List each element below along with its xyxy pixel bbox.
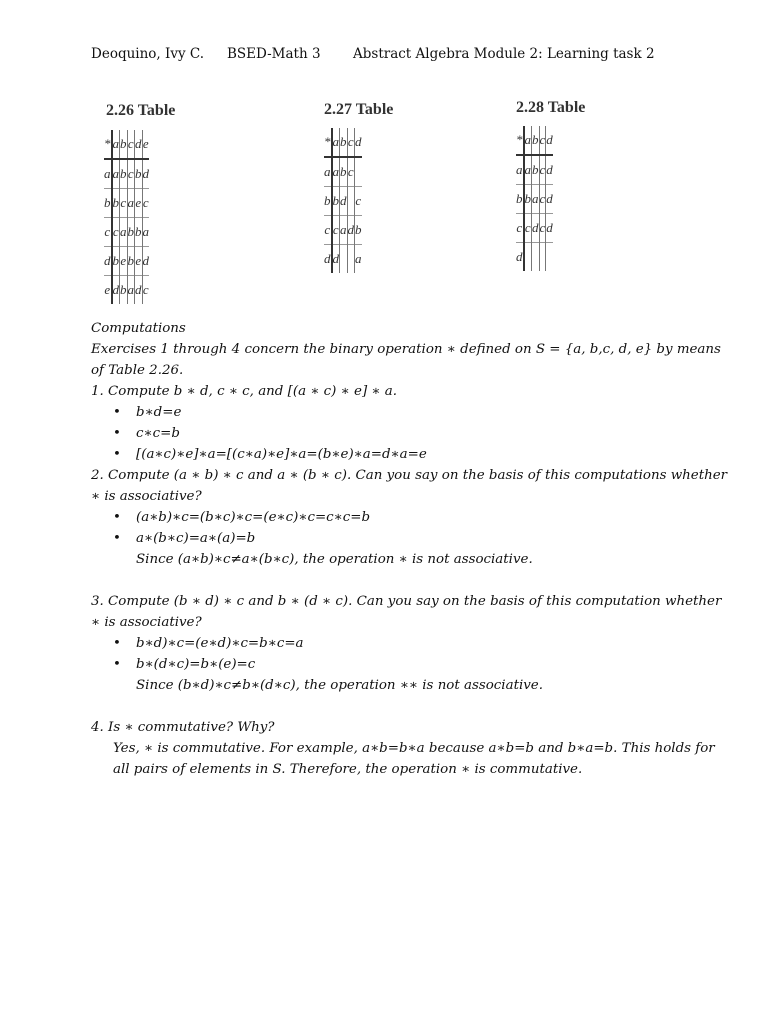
table-cell [539,243,546,272]
table-cell: d [332,245,340,274]
table-cell: a [355,245,362,274]
list-item: • c∗c=b [91,423,731,444]
table-cell: d [135,276,143,305]
table-cell: a [104,159,112,189]
table-cell: c [524,214,532,243]
table-title: 2.27 Table [324,101,394,118]
table-cell: b [120,159,128,189]
table-cell: b [340,128,348,157]
computations-section [91,318,731,780]
table-cell: b [127,247,135,276]
table-cell: d [104,247,112,276]
table-cell: c [104,218,112,247]
table-cell: a [332,128,340,157]
table-row [104,189,149,218]
table-cell: a [112,159,120,189]
table-cell: a [524,126,532,155]
table-cell: d [516,243,524,272]
table-cell: b [135,159,143,189]
table-cell: c [347,128,355,157]
table-cell: c [539,185,546,214]
table-grid [104,130,149,304]
operation-tables-image [88,88,678,313]
table-cell: b [120,130,128,159]
table-cell: c [355,187,362,216]
table-cell: a [524,155,532,185]
table-cell: b [104,189,112,218]
table-cell: b [340,157,348,187]
course-label: BSED-Math 3 [227,46,321,62]
table-cell: a [324,157,332,187]
table-cell: * [104,130,112,159]
table-cell: a [120,218,128,247]
table-cell: c [539,214,546,243]
table-grid [324,128,362,273]
table-cell: d [546,214,553,243]
table-row [516,155,553,185]
table-cell: b [324,187,332,216]
list-item: • (a∗b)∗c=(b∗c)∗c=(e∗c)∗c=c∗c=b [91,507,731,528]
table-cell: c [112,218,120,247]
intro-paragraph: Exercises 1 through 4 concern the binary operation ∗ defined on S = {a, b,c, d, e} by means of Table 2.26. [91,342,721,378]
table-cell [355,157,362,187]
table-cell: a [516,155,524,185]
list-item: • b∗d=e [91,402,731,423]
table-cell: c [142,276,149,305]
table-cell: b [532,155,540,185]
table-cell: c [127,130,135,159]
table-cell [546,243,553,272]
table-cell: b [112,189,120,218]
table-row [104,159,149,189]
table-cell: e [142,130,149,159]
table-cell: e [135,247,143,276]
table-header-row [516,126,553,155]
question-3: 3. Compute (b ∗ d) ∗ c and b ∗ (d ∗ c). Can you say on the basis of this computation whether ∗ is associative? [91,594,722,630]
list-item: • a∗(b∗c)=a∗(a)=b [91,528,731,549]
table-row [324,245,362,274]
table-cell: c [127,159,135,189]
list-item: • b∗(d∗c)=b∗(e)=c [91,654,731,675]
table-cell: e [135,189,143,218]
table-cell: d [340,187,348,216]
conclusion-note: Since (a∗b)∗c≠a∗(b∗c), the operation ∗ is not associative. [136,552,533,567]
table-cell: d [142,247,149,276]
table-row [104,276,149,305]
list-item: • [(a∗c)∗e]∗a=[(c∗a)∗e]∗a=(b∗e)∗a=d∗a=e [91,444,731,465]
table-cell: c [347,157,355,187]
table-row [104,218,149,247]
table-cell: a [332,157,340,187]
table-cell: a [112,130,120,159]
table-cell: a [142,218,149,247]
table-title: 2.28 Table [516,99,586,116]
table-row [324,216,362,245]
table-cell: c [332,216,340,245]
answer-paragraph: Yes, ∗ is commutative. For example, a∗b=b∗a because a∗b=b and b∗a=b. This holds for all pairs of elements in S. Therefore, the operation ∗ is commutative. [113,741,715,777]
table-cell: b [120,276,128,305]
table-row [324,187,362,216]
table-cell: b [112,247,120,276]
table-cell: d [546,155,553,185]
table-cell: c [539,155,546,185]
table-cell: e [104,276,112,305]
table-cell [347,187,355,216]
table-cell: d [546,185,553,214]
table-cell: a [532,185,540,214]
table-cell: d [135,130,143,159]
list-item: • b∗d)∗c=(e∗d)∗c=b∗c=a [91,633,731,654]
table-cell [347,245,355,274]
table-cell: * [324,128,332,157]
table-header-row [324,128,362,157]
table-cell: e [120,247,128,276]
table-cell: c [324,216,332,245]
question-4: 4. Is ∗ commutative? Why? [91,720,275,735]
table-cell [524,243,532,272]
table-cell: b [332,187,340,216]
table-header-row [104,130,149,159]
conclusion-note: Since (b∗d)∗c≠b∗(d∗c), the operation ∗∗ is not associative. [136,678,543,693]
table-row [516,243,553,272]
table-cell: b [532,126,540,155]
table-cell: a [127,276,135,305]
table-cell: c [120,189,128,218]
table-cell: c [142,189,149,218]
table-row [324,157,362,187]
table-cell: c [516,214,524,243]
table-cell: a [127,189,135,218]
table-cell: d [324,245,332,274]
table-cell: a [340,216,348,245]
table-cell: b [355,216,362,245]
table-row [516,214,553,243]
question-2: 2. Compute (a ∗ b) ∗ c and a ∗ (b ∗ c). Can you say on the basis of this computations whether ∗ is associative? [91,468,728,504]
table-cell: d [112,276,120,305]
table-cell: b [127,218,135,247]
student-name: Deoquino, Ivy C. [91,46,205,62]
table-grid [516,126,553,271]
table-title: 2.26 Table [106,102,176,119]
table-cell: d [546,126,553,155]
table-cell: d [142,159,149,189]
section-heading: Computations [91,321,186,336]
table-cell: b [524,185,532,214]
table-cell [532,243,540,272]
table-cell: b [135,218,143,247]
table-cell: d [532,214,540,243]
table-row [516,185,553,214]
table-cell: * [516,126,524,155]
table-cell: d [347,216,355,245]
question-1: 1. Compute b ∗ d, c ∗ c, and [(a ∗ c) ∗ e] ∗ a. [91,384,398,399]
table-cell [340,245,348,274]
table-cell: b [516,185,524,214]
table-cell: d [355,128,362,157]
table-cell: c [539,126,546,155]
table-row [104,247,149,276]
module-title: Abstract Algebra Module 2: Learning task 2 [353,46,655,62]
